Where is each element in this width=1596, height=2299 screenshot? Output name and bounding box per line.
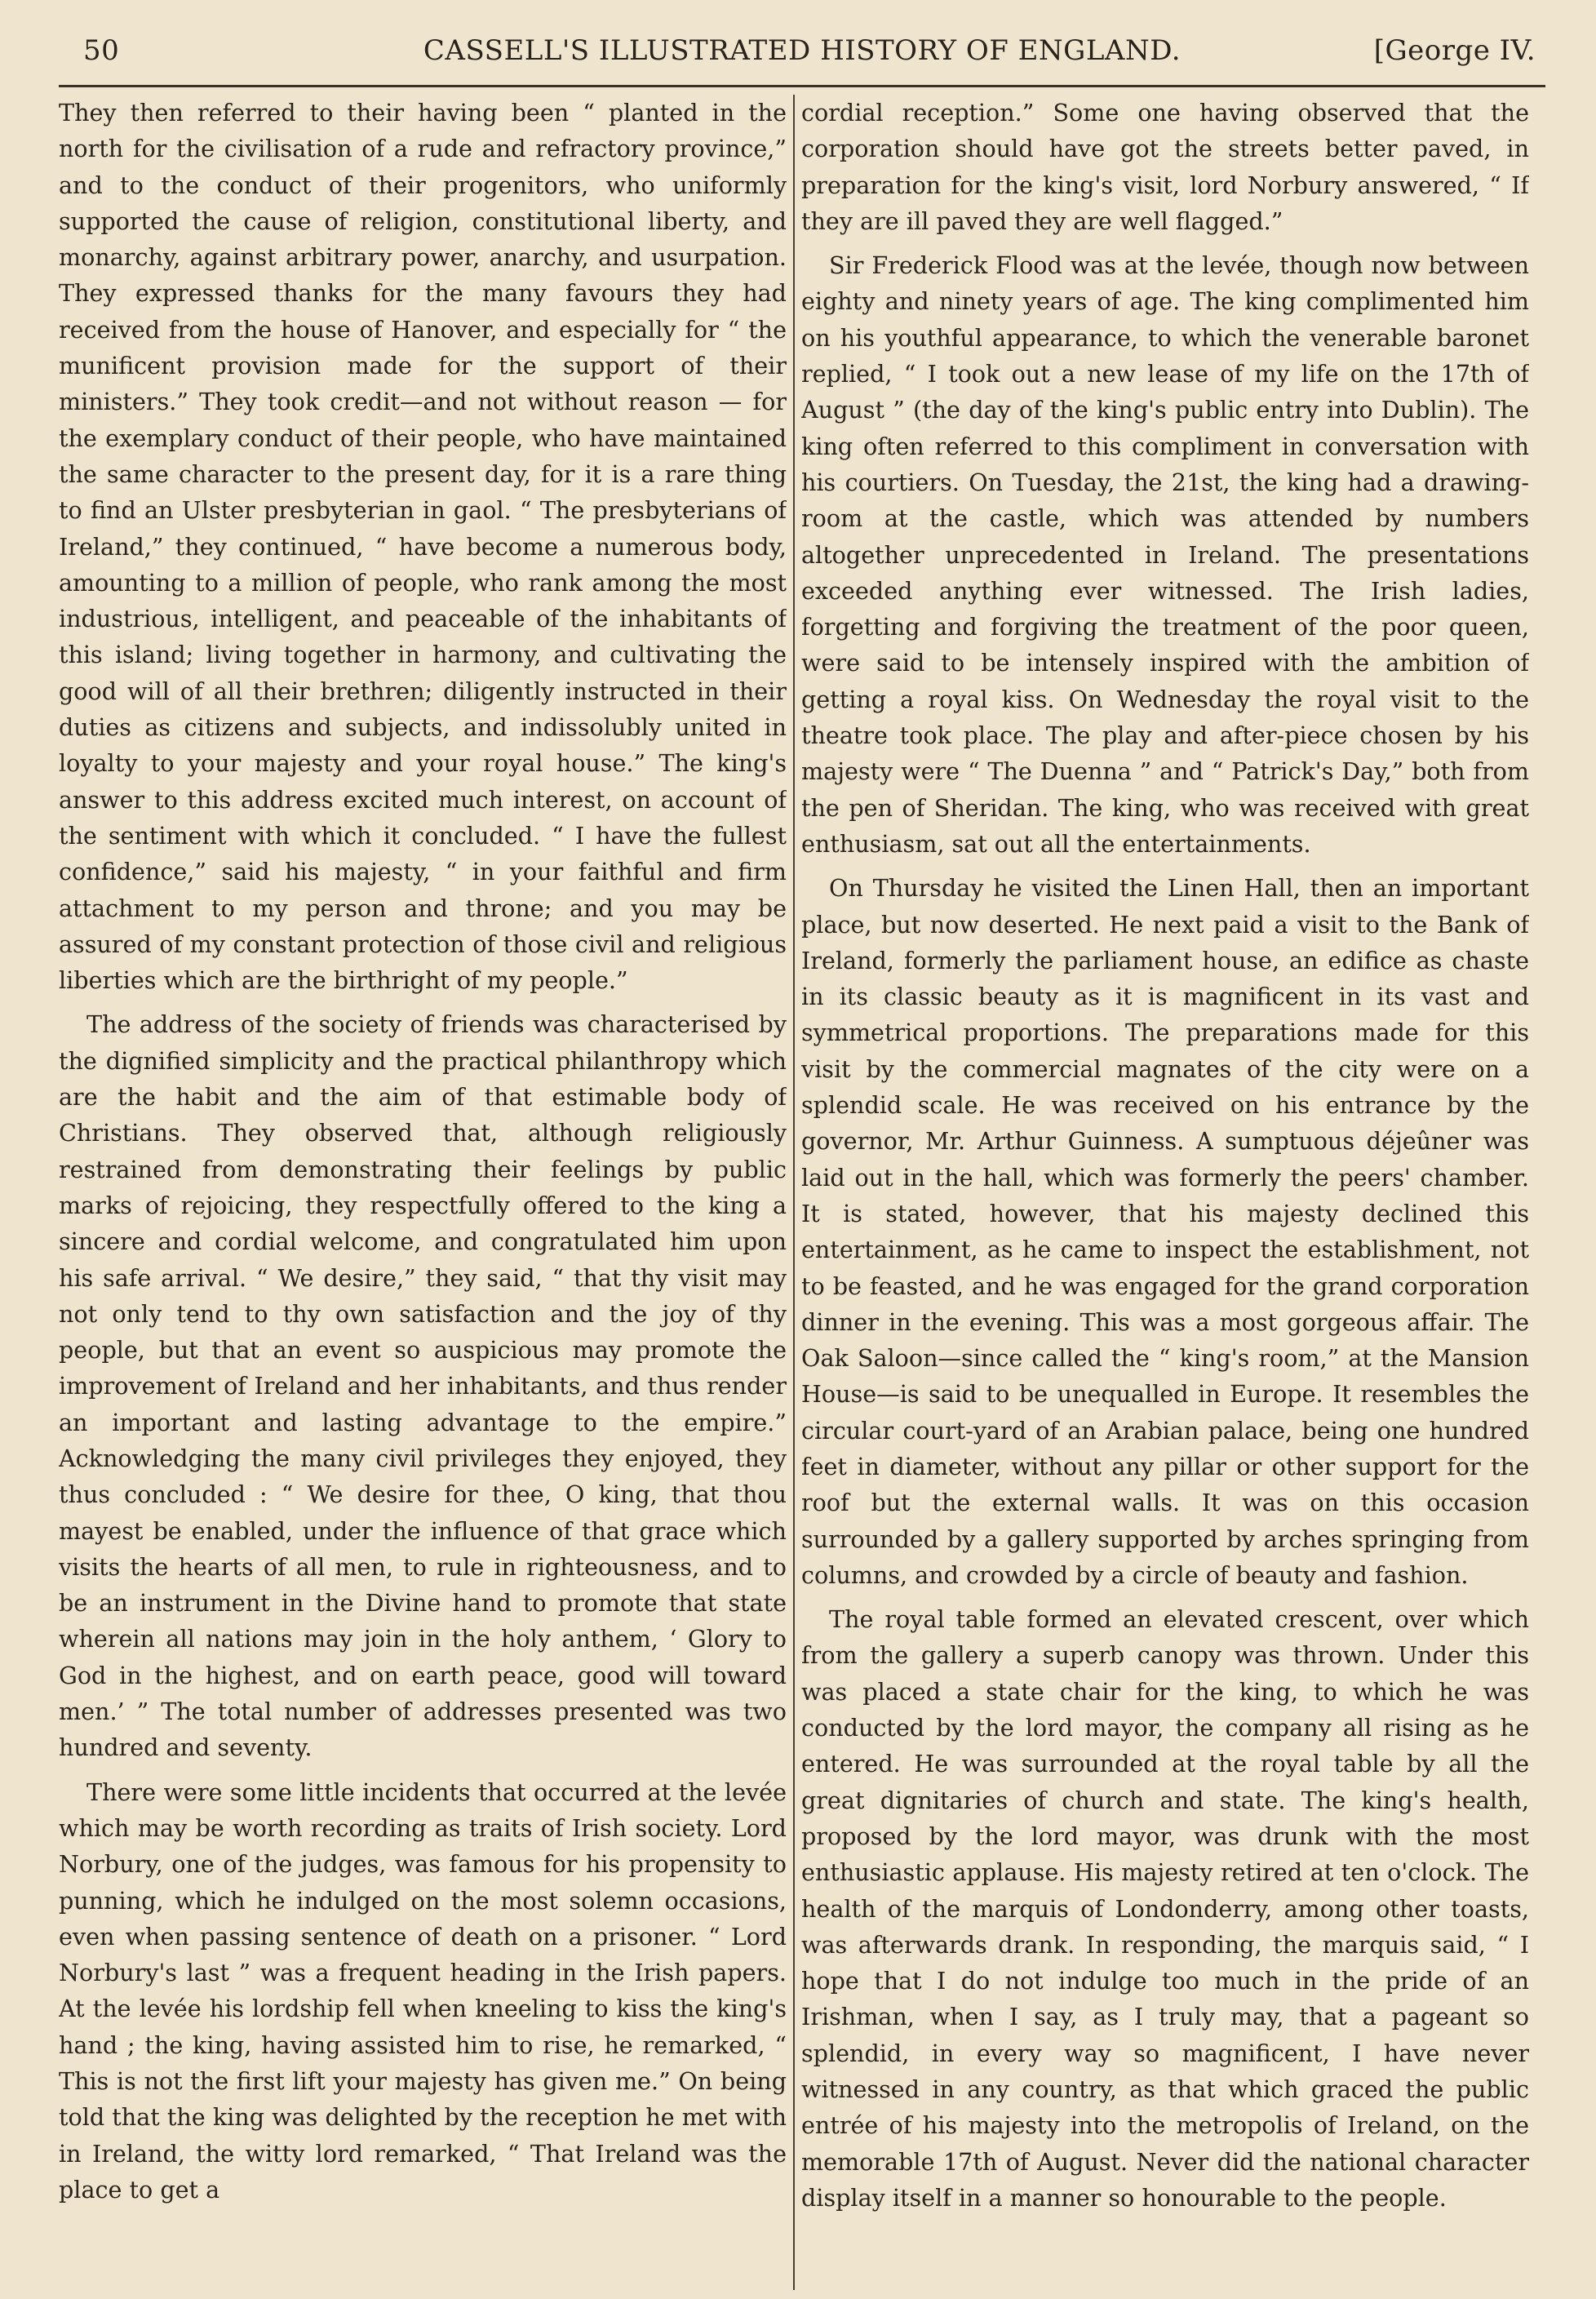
paragraph: The royal table formed an elevated crescent, over which from the gallery a superb canopy was thrown. Under this was placed a state chair for the king, to which he was conducted by the lord mayor, the company all rising as he entered. He was surrounded at the royal table by all the great dignitaries of church and state. The king's health, proposed by the lord mayor, was drunk with the most enthusiastic applause. His majesty retired at ten o'clock. The health of the marquis of Londonderry, among other toasts, was afterwards drank. In responding, the marquis said, “ I hope that I do not indulge too much in the pride of an Irishman, when I say, as I truly may, that a pageant so splendid, in every way so magnificent, I have never witnessed in any country, as that which graced the public entrée of his majesty into the metropolis of Ireland, on the memorable 17th of August. Never did the national character display itself in a manner so honourable to the people.: [801, 1605, 1529, 2212]
running-header: [59, 26, 1545, 75]
page-number: 50: [83, 34, 120, 67]
text-columns: [59, 95, 1545, 2290]
paragraph: On Thursday he visited the Linen Hall, then an important place, but now deserted. He next paid a visit to the Bank of Ireland, formerly the parliament house, an edifice as chaste in its classic beauty as it is magnificent in its vast and symmetrical proportions. The preparations made for this visit by the commercial magnates of the city were on a splendid scale. He was received on his entrance by the governor, Mr. Arthur Guinness. A sumptuous déjeûner was laid out in the hall, which was formerly the peers' chamber. It is stated, however, that his majesty declined this entertainment, as he came to inspect the establishment, not to be feasted, and he was engaged for the grand corporation dinner in the evening. This was a most gorgeous affair. The Oak Saloon—since called the “ king's room,” at the Mansion House—is said to be unequalled in Europe. It resembles the circular court-yard of an Arabian palace, being one hundred feet in diameter, without any pillar or other support for the roof but the external walls. It was on this occasion surrounded by a gallery supported by arches springing from columns, and crowded by a circle of beauty and fashion.: [801, 874, 1529, 1589]
left-column: [59, 95, 787, 2290]
book-title: CASSELL'S ILLUSTRATED HISTORY OF ENGLAND.: [423, 34, 1181, 67]
paragraph: cordial reception.” Some one having observed that the corporation should have got the streets better paved, in preparation for the king's visit, lord Norbury answered, “ If they are ill paved they are well flagged.”: [801, 99, 1529, 235]
paragraph: The address of the society of friends was characterised by the dignified simplicity and the practical philanthropy which are the habit and the aim of that estimable body of Christians. They observed that, although religiously restrained from demonstrating their feelings by public marks of rejoicing, they respectfully offered to the king a sincere and cordial welcome, and congratulated him upon his safe arrival. “ We desire,” they said, “ that thy visit may not only tend to thy own satisfaction and the joy of thy people, but that an event so auspicious may promote the improvement of Ireland and her inhabitants, and thus render an important and lasting advantage to the empire.” Acknowledging the many civil privileges they enjoyed, they thus concluded : “ We desire for thee, O king, that thou mayest be enabled, under the influence of that grace which visits the hearts of all men, to rule in righteousness, and to be an instrument in the Divine hand to promote that state wherein all nations may join in the holy anthem, ‘ Glory to God in the highest, and on earth peace, good will toward men.’ ” The total number of addresses presented was two hundred and seventy.: [59, 1010, 787, 1762]
column-divider: [793, 95, 795, 2290]
header-rule: [59, 85, 1545, 87]
right-column: [801, 95, 1529, 2290]
reign-label: [George IV.: [1373, 34, 1536, 67]
paragraph: There were some little incidents that occurred at the levée which may be worth recording as traits of Irish society. Lord Norbury, one of the judges, was famous for his propensity to punning, which he indulged on the most solemn occasions, even when passing sentence of death on a prisoner. “ Lord Norbury's last ” was a frequent heading in the Irish papers. At the levée his lordship fell when kneeling to kiss the king's hand ; the king, having assisted him to rise, he remarked, “ This is not the first lift your majesty has given me.” On being told that the king was delighted by the reception he met with in Ireland, the witty lord remarked, “ That Ireland was the place to get a: [59, 1778, 787, 2204]
paragraph: They then referred to their having been “ planted in the north for the civilisation of a rude and refractory province,” and to the conduct of their progenitors, who uniformly supported the cause of religion, constitutional liberty, and monarchy, against arbitrary power, anarchy, and usurpation. They expressed thanks for the many favours they had received from the house of Hanover, and especially for “ the munificent provision made for the support of their ministers.” They took credit—and not without reason — for the exemplary conduct of their people, who have maintained the same character to the present day, for it is a rare thing to find an Ulster presbyterian in gaol. “ The presbyterians of Ireland,” they continued, “ have become a numerous body, amounting to a million of people, who rank among the most industrious, intelligent, and peaceable of the inhabitants of this island; living together in harmony, and cultivating the good will of all their brethren; diligently instructed in their duties as citizens and subjects, and indissolubly united in loyalty to your majesty and your royal house.” The king's answer to this address excited much interest, on account of the sentiment with which it concluded. “ I have the fullest confidence,” said his majesty, “ in your faithful and firm attachment to my person and throne; and you may be assured of my constant protection of those civil and religious liberties which are the birthright of my people.”: [59, 99, 787, 995]
paragraph: Sir Frederick Flood was at the levée, though now between eighty and ninety years of age. The king complimented him on his youthful appearance, to which the venerable baronet replied, “ I took out a new lease of my life on the 17th of August ” (the day of the king's public entry into Dublin). The king often referred to this compliment in conversation with his courtiers. On Tuesday, the 21st, the king had a drawing-room at the castle, which was attended by numbers altogether unprecedented in Ireland. The presentations exceeded anything ever witnessed. The Irish ladies, forgetting and forgiving the treatment of the poor queen, were said to be intensely inspired with the ambition of getting a royal kiss. On Wednesday the royal visit to the theatre took place. The play and after-piece chosen by his majesty were “ The Duenna ” and “ Patrick's Day,” both from the pen of Sheridan. The king, who was received with great enthusiasm, sat out all the entertainments.: [801, 251, 1529, 858]
